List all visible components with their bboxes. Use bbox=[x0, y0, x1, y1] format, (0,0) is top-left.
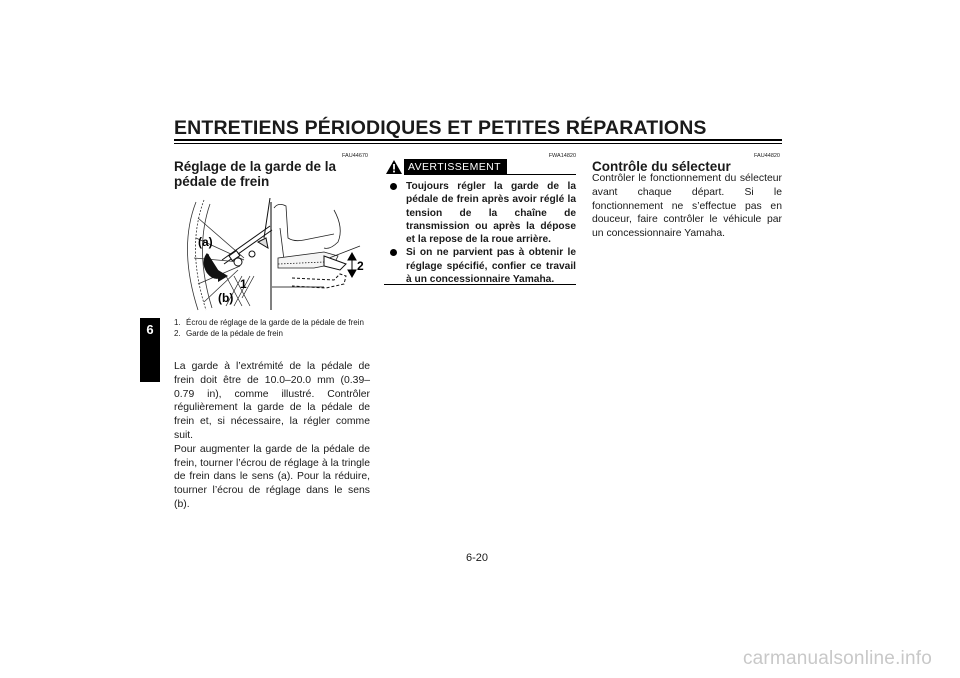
caption-text: Écrou de réglage de la garde de la pédale de frein bbox=[186, 318, 364, 327]
warning-bottom-rule bbox=[384, 284, 576, 285]
page-header-title: ENTRETIENS PÉRIODIQUES ET PETITES RÉPARATIONS bbox=[174, 117, 707, 139]
figure-label-b: (b) bbox=[218, 291, 234, 305]
left-body-text bbox=[174, 360, 370, 512]
caption-text: Garde de la pédale de frein bbox=[186, 328, 283, 338]
warning-item bbox=[384, 246, 576, 286]
warning-code: FWA14820 bbox=[548, 153, 576, 159]
warning-label: AVERTISSEMENT bbox=[404, 159, 507, 175]
warning-list bbox=[384, 180, 576, 286]
caption-item bbox=[174, 318, 370, 329]
section-code: FAU44820 bbox=[754, 153, 780, 159]
caption-item bbox=[174, 329, 370, 340]
brake-pedal-figure bbox=[174, 198, 368, 312]
figure-captions bbox=[174, 318, 370, 339]
figure-label-a: (a) bbox=[198, 235, 213, 249]
section-title-brake-pedal: Réglage de la garde de la pédale de frein bbox=[174, 159, 337, 189]
caption-number: 2. bbox=[174, 328, 181, 338]
bullet-icon bbox=[390, 249, 397, 256]
warning-icon bbox=[384, 159, 404, 175]
caption-number: 1. bbox=[174, 318, 181, 327]
warning-item-text: Toujours régler la garde de la pédale de frein après avoir réglé la tension de la chaîne de transmission ou après la dépose et la repose de la roue arrière. bbox=[406, 181, 576, 246]
section-code: FAU44670 bbox=[342, 153, 368, 159]
paragraph: Contrôler le fonctionnement du sélecteur avant chaque départ. Si le fonctionnement ne s’effectue pas en douceur, faire contrôler le véhicule par un concessionnaire Yamaha. bbox=[592, 173, 782, 240]
page-number: 6-20 bbox=[466, 552, 489, 564]
paragraph: Pour augmenter la garde de la pédale de frein, tourner l’écrou de réglage à la tringle de frein dans le sens (a). Pour la réduire, tourner l’écrou de réglage dans le sens (b). bbox=[174, 443, 370, 510]
header-rule-thin bbox=[174, 143, 782, 144]
section-title-selector: Contrôle du sélecteur bbox=[592, 159, 731, 174]
right-body-text bbox=[592, 172, 782, 241]
chapter-tab bbox=[140, 318, 160, 382]
watermark: carmanualsonline.info bbox=[742, 648, 932, 669]
warning-item bbox=[384, 180, 576, 246]
figure-label-2: 2 bbox=[357, 259, 364, 273]
warning-badge bbox=[384, 159, 507, 175]
figure-label-1: 1 bbox=[240, 277, 247, 291]
warning-item-text: Si on ne parvient pas à obtenir le réglage spécifié, confier ce travail à un concessionnaire Yamaha. bbox=[406, 247, 576, 286]
chapter-tab-number: 6 bbox=[146, 322, 154, 337]
bullet-icon bbox=[390, 183, 397, 190]
paragraph: La garde à l’extrémité de la pédale de frein doit être de 10.0–20.0 mm (0.39–0.79 in), comme illustré. Contrôler régulièrement la garde de la pédale de frein et, si nécessaire, la régler comme suit. bbox=[174, 361, 370, 441]
warning-header-rule bbox=[496, 174, 576, 175]
header-rule-thick bbox=[174, 139, 782, 141]
